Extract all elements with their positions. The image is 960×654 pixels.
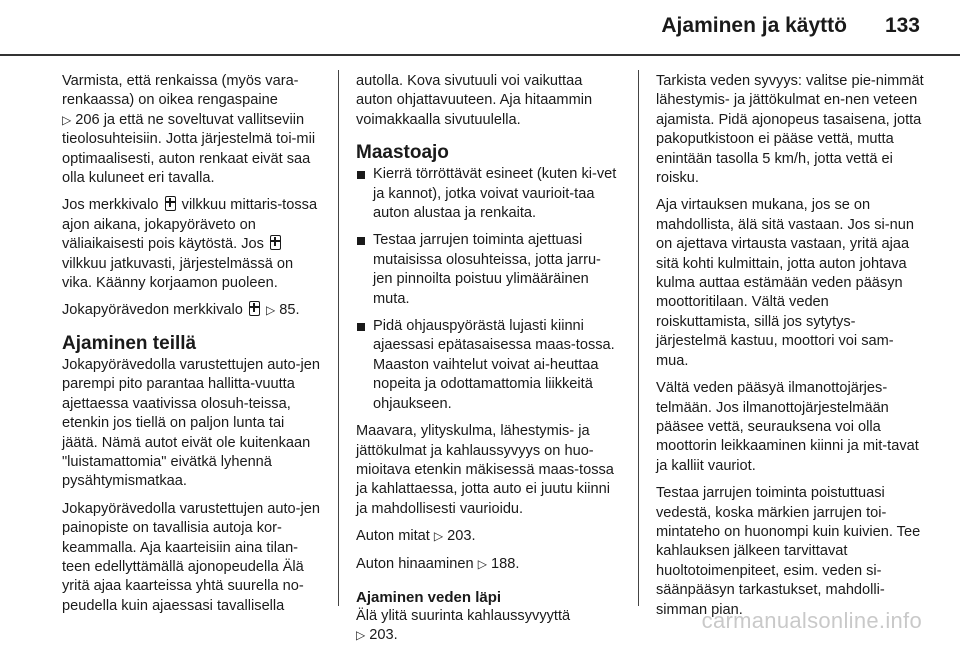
column-2 (356, 72, 620, 654)
paragraph: Maavara, ylityskulma, lähestymis- ja jättökulmat ja kahlaussyvyys on huo-mioitava etenkin mäkisessä maas-tossa ja kahlattaessa, jotta auto ei juutu kiinni ja mahdollisesti vaurioidu. (356, 423, 614, 517)
heading-water-driving: Ajaminen veden läpi (356, 588, 502, 606)
arrow-reference-icon[interactable]: ▷ (433, 529, 444, 544)
all-wheel-drive-indicator-icon (249, 301, 260, 316)
arrow-reference-icon[interactable]: ▷ (62, 112, 72, 127)
paragraph: Varmista, että renkaissa (myös vara-renkaassa) on oikea rengaspaine ▷ 206 ja että ne soveltuvat vallitseviin tieolosuhteisiin. Jotta järjestelmä toi-mii optimaalisesti, auton renkaat eivät saa olla kuluneet eri tavalla. (62, 73, 316, 187)
watermark: carmanualsonline.info (701, 608, 922, 633)
all-wheel-drive-indicator-icon (165, 196, 176, 211)
arrow-reference-icon[interactable]: ▷ (356, 628, 366, 643)
paragraph: Jos merkkivalo vilkkuu mittaris-tossa ajon aikana, jokapyöräveto on väliaikaisesti pois käytöstä. Jos vilkkuu jatkuvasti, järjestelmässä on vika. Käänny korjaamon puoleen. (62, 197, 318, 292)
page-header (661, 14, 920, 38)
paragraph: Jokapyörävedon merkkivalo ▷ 85. (62, 302, 300, 319)
paragraph: Jokapyörävedolla varustettujen auto-jen parempi pito parantaa hallitta-vuutta ajettaessa vaativissa olosuh-teissa, etenkin jos tiellä on paljon lunta tai jäätä. Nämä autot eivät ole kuitenkaan "luistamattomia" eivätkä lyhennä pysähtymismatkaa. (62, 356, 320, 490)
all-wheel-drive-indicator-icon (270, 235, 281, 250)
bullet-icon (357, 171, 365, 179)
list-item: Pidä ohjauspyörästä lujasti kiinni ajaessasi epätasaisessa maas-tossa. Maaston vaihtelut voivat ai-heuttaa nopeita ja odottamattomia liikkeitä ohjaukseen. (356, 317, 620, 414)
bullet-icon (357, 237, 365, 245)
heading-road-driving: Ajaminen teillä (62, 332, 197, 354)
paragraph: Auton hinaaminen ▷ 188. (356, 555, 520, 572)
paragraph: Jokapyörävedolla varustettujen auto-jen painopiste on tavallisia autoja kor-keammalla. Aja kaarteisiin aina tilan-teen edellyttämällä ajonopeudella Älä yritä ajaa kaarteissa yhtä suurella no-peudella kuin ajaessasi tavallisella (62, 500, 320, 614)
arrow-reference-icon[interactable]: ▷ (266, 303, 276, 318)
paragraph: Vältä veden pääsyä ilmanottojärjes-telmään. Jos ilmanottojärjestelmään pääsee vettä, seurauksena voi olla moottorin leikkaaminen kiinni ja mit-tavat ja kalliit vauriot. (656, 380, 919, 474)
column-divider (638, 70, 639, 606)
paragraph: Älä ylitä suurinta kahlaussyvyyttä ▷ 203. (356, 607, 571, 644)
list-item: Testaa jarrujen toiminta ajettuasi mutaisissa olosuhteissa, jotta jarru-jen pinnoilta poistuu ylimääräinen muta. (356, 231, 620, 309)
heading-offroad: Maastoajo (356, 142, 449, 164)
paragraph: Aja virtauksen mukana, jos se on mahdollista, älä sitä vastaan. Jos si-nun on ajettava virtausta vastaan, yritä ajaa sitä kohti kulmittain, jotta auton johtava kulma auttaa estämään veden pääsyn moottoritilaan. Vältä veden roiskuttamista, sillä jos sytytys-järjestelmä kastuu, moottori voi sam-mua. (656, 197, 914, 369)
column-3 (656, 72, 924, 628)
paragraph: Auton mitat ▷ 203. (356, 528, 476, 545)
paragraph: Testaa jarrujen toiminta poistuttuasi vedestä, koska märkien jarrujen toi-mintateho on huonompi kuin kuivien. Tee kahlauksen jälkeen tarvittavat huoltotoimenpiteet, esim. veden si-säänpääsyn tarkastukset, mahdolli-simman pian. (656, 485, 921, 618)
paragraph: Tarkista veden syvyys: valitse pie-nimmät lähestymis- ja jättökulmat en-nen veteen ajamista. Pidä ajonopeus tasaisena, jotta pakoputkistoon ei pääse vettä, mutta enintään tasolla 5 km/h, jotta vettä ei roisku. (656, 73, 924, 187)
header-rule (0, 54, 960, 56)
arrow-reference-icon[interactable]: ▷ (477, 556, 487, 571)
paragraph: autolla. Kova sivutuuli voi vaikuttaa auton ohjattavuuteen. Aja hitaammin voimakkaalla sivutuulella. (356, 73, 593, 128)
column-1 (62, 72, 324, 624)
section-title: Ajaminen ja käyttö (661, 14, 847, 37)
page-number: 133 (884, 14, 920, 37)
column-divider (338, 70, 339, 606)
list-item: Kierrä törröttävät esineet (kuten ki-vet ja kannot), jotka voivat vaurioit-taa auton alustaa ja renkaita. (356, 165, 620, 223)
bullet-icon (357, 323, 365, 331)
